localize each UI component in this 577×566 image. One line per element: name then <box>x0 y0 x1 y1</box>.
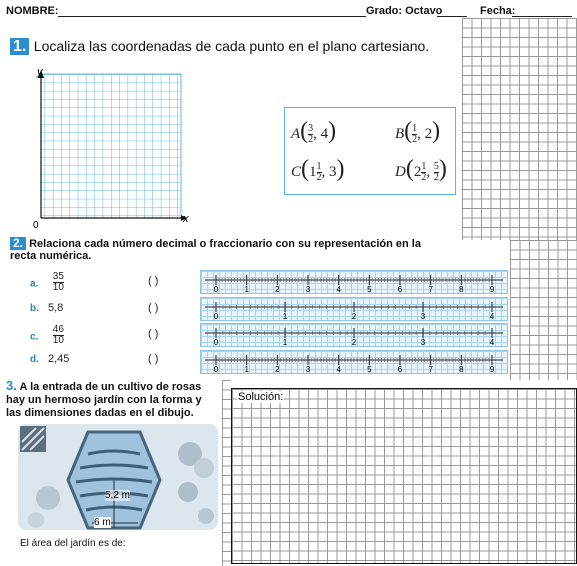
nombre-label: NOMBRE: <box>6 5 59 17</box>
number-line-tick-label: 2 <box>351 312 357 320</box>
number-line-tick-label: 4 <box>489 338 495 346</box>
fecha-label: Fecha: <box>480 5 516 17</box>
number-line-4 <box>200 350 508 374</box>
area-prompt: El área del jardín es de: <box>20 538 126 549</box>
answer-a[interactable]: ( ) <box>148 275 159 287</box>
point-c: C(1 $\frac{1}{2}$ , 3) <box>291 156 345 184</box>
question-1-heading <box>10 38 429 56</box>
question-2-number: 2. <box>10 237 26 250</box>
number-line-tick-label: 4 <box>489 312 495 320</box>
item-b: b. 5,8 <box>30 302 64 314</box>
number-line-1 <box>200 270 508 294</box>
answer-c[interactable]: ( ) <box>148 328 159 340</box>
number-line-tick-label: 0 <box>213 365 219 373</box>
number-line-tick-label: 3 <box>420 338 426 346</box>
question-3-heading <box>6 379 216 420</box>
number-line-tick-label: 2 <box>275 365 280 373</box>
number-line-tick-label: 8 <box>459 365 464 373</box>
number-line-tick-label: 1 <box>244 365 249 373</box>
origin-label: 0 <box>33 220 39 231</box>
number-line-tick-label: 3 <box>305 285 311 293</box>
answer-b[interactable]: ( ) <box>148 302 159 314</box>
point-a: A( $\frac{3}{2}$ , 4) <box>291 118 337 146</box>
number-line-tick-label: 1 <box>282 338 288 346</box>
point-b: B( $\frac{1}{2}$ , 2) <box>395 118 441 146</box>
question-1-number: 1. <box>10 38 29 55</box>
number-line-tick-label: 4 <box>336 365 341 373</box>
garden-illustration <box>18 424 218 530</box>
fecha-field[interactable] <box>512 16 572 17</box>
answer-d[interactable]: ( ) <box>148 353 159 365</box>
number-line-tick-label: 9 <box>489 285 495 293</box>
number-line-tick-label: 9 <box>489 365 495 373</box>
number-line-tick-label: 0 <box>213 312 219 320</box>
grid-background-left-bottom <box>222 380 231 566</box>
question-2-text: Relaciona cada número decimal o fraccionario con su representación en la recta numérica. <box>10 238 421 262</box>
number-line-2 <box>200 297 508 321</box>
number-line-tick-label: 8 <box>459 285 464 293</box>
grado-label: Grado: Octavo <box>366 5 443 17</box>
question-1-text: Localiza las coordenadas de cada punto en el plano cartesiano. <box>33 38 430 54</box>
number-line-tick-label: 1 <box>244 285 249 293</box>
number-line-3 <box>200 323 508 347</box>
dimension-side-label: 5,2 m <box>105 490 131 501</box>
question-3-text: A la entrada de un cultivo de rosas hay un hermoso jardín con la forma y las dimensiones dadas en el dibujo. <box>6 381 202 419</box>
point-d: D(2 $\frac{1}{2}$ , $\frac{5}{2}$ ) <box>395 156 447 184</box>
nombre-field[interactable] <box>58 16 366 17</box>
grid-background-right <box>462 18 577 240</box>
number-line-tick-label: 5 <box>367 285 372 293</box>
number-line-tick-label: 7 <box>428 285 433 293</box>
number-line-tick-label: 3 <box>420 312 426 320</box>
solution-label: Solución: <box>238 391 284 403</box>
item-a: a. $\frac{35}{10}$ <box>30 271 64 293</box>
number-line-tick-label: 3 <box>305 365 311 373</box>
number-line-tick-label: 5 <box>367 365 372 373</box>
item-c: c. $\frac{46}{10}$ <box>30 324 64 346</box>
number-line-tick-label: 0 <box>213 338 219 346</box>
dimension-base-label: 6 m <box>94 517 111 528</box>
number-line-tick-label: 7 <box>428 365 433 373</box>
points-box <box>284 107 456 195</box>
grado-underline <box>437 16 467 17</box>
number-line-tick-label: 4 <box>336 285 341 293</box>
x-axis-label: x <box>183 213 189 225</box>
question-3-number: 3. <box>6 378 17 393</box>
number-line-tick-label: 2 <box>351 338 357 346</box>
y-axis-label: y <box>37 66 43 78</box>
number-line-tick-label: 2 <box>275 285 280 293</box>
number-line-tick-label: 6 <box>397 285 403 293</box>
number-line-tick-label: 1 <box>282 312 288 320</box>
grid-background-mid <box>510 240 577 380</box>
number-line-tick-label: 6 <box>397 365 403 373</box>
question-2-heading <box>10 237 450 262</box>
cartesian-plane <box>28 66 193 231</box>
item-d: d. 2,45 <box>30 353 70 365</box>
solution-area[interactable] <box>231 388 575 562</box>
number-line-tick-label: 0 <box>213 285 219 293</box>
